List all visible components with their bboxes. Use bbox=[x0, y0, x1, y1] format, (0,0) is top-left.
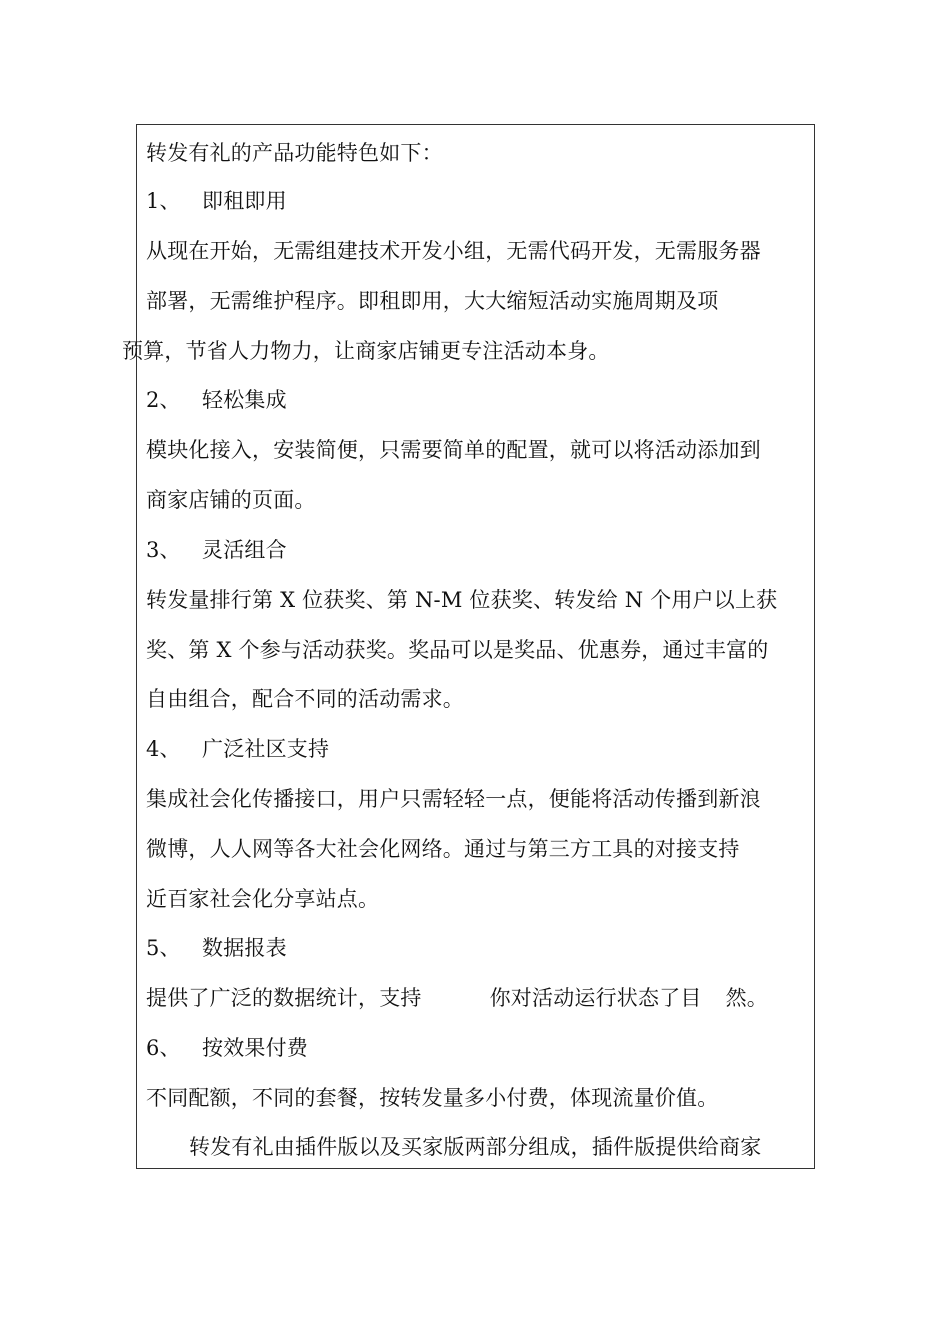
feature-4-line-1: 集成社会化传播接口，用户只需轻轻一点，便能将活动传播到新浪 bbox=[146, 787, 761, 811]
closing-paragraph: 转发有礼由插件版以及买家版两部分组成，插件版提供给商家 bbox=[189, 1135, 762, 1159]
feature-1-title: 即租即用 bbox=[202, 189, 287, 213]
feature-3-line-2: 奖、第 X 个参与活动获奖。奖品可以是奖品、优惠券，通过丰富的 bbox=[146, 638, 769, 662]
feature-5-line-1 bbox=[146, 983, 768, 1013]
feature-4-heading bbox=[146, 734, 329, 764]
feature-3-number: 3、 bbox=[146, 538, 181, 562]
feature-6-line-1: 不同配额，不同的套餐，按转发量多小付费，体现流量价值。 bbox=[146, 1086, 719, 1110]
feature-5-part-2: 你对活动运行状态了目 bbox=[489, 986, 702, 1010]
feature-2-heading bbox=[146, 385, 287, 415]
feature-4-number: 4、 bbox=[146, 737, 181, 761]
feature-6-title: 按效果付费 bbox=[202, 1036, 308, 1060]
feature-5-number: 5、 bbox=[146, 936, 181, 960]
feature-5-part-3: 然。 bbox=[725, 986, 769, 1010]
feature-2-title: 轻松集成 bbox=[202, 388, 287, 412]
feature-1-number: 1、 bbox=[146, 189, 181, 213]
feature-6-heading bbox=[146, 1033, 308, 1063]
feature-3-title: 灵活组合 bbox=[202, 538, 287, 562]
feature-1-heading bbox=[146, 186, 287, 216]
feature-2-number: 2、 bbox=[146, 388, 181, 412]
feature-5-part-1: 提供了广泛的数据统计，支持 bbox=[146, 986, 422, 1010]
feature-3-line-1: 转发量排行第 X 位获奖、第 N-M 位获奖、转发给 N 个用户以上获 bbox=[146, 588, 778, 612]
intro-text: 转发有礼的产品功能特色如下： bbox=[146, 141, 443, 165]
feature-5-title: 数据报表 bbox=[202, 936, 287, 960]
feature-2-line-1: 模块化接入，安装简便，只需要简单的配置，就可以将活动添加到 bbox=[146, 438, 761, 462]
feature-1-line-3: 预算，节省人力物力，让商家店铺更专注活动本身。 bbox=[122, 339, 610, 363]
feature-4-title: 广泛社区支持 bbox=[202, 737, 330, 761]
feature-2-line-2: 商家店铺的页面。 bbox=[146, 488, 316, 512]
feature-3-line-3: 自由组合，配合不同的活动需求。 bbox=[146, 687, 464, 711]
feature-5-heading bbox=[146, 933, 287, 963]
feature-1-line-1: 从现在开始，无需组建技术开发小组，无需代码开发，无需服务器 bbox=[146, 239, 761, 263]
feature-4-line-3: 近百家社会化分享站点。 bbox=[146, 887, 380, 911]
feature-4-line-2: 微博，人人网等各大社会化网络。通过与第三方工具的对接支持 bbox=[146, 837, 740, 861]
feature-3-heading bbox=[146, 535, 287, 565]
feature-1-line-2: 部署，无需维护程序。即租即用，大大缩短活动实施周期及项 bbox=[146, 289, 719, 313]
feature-6-number: 6、 bbox=[146, 1036, 181, 1060]
